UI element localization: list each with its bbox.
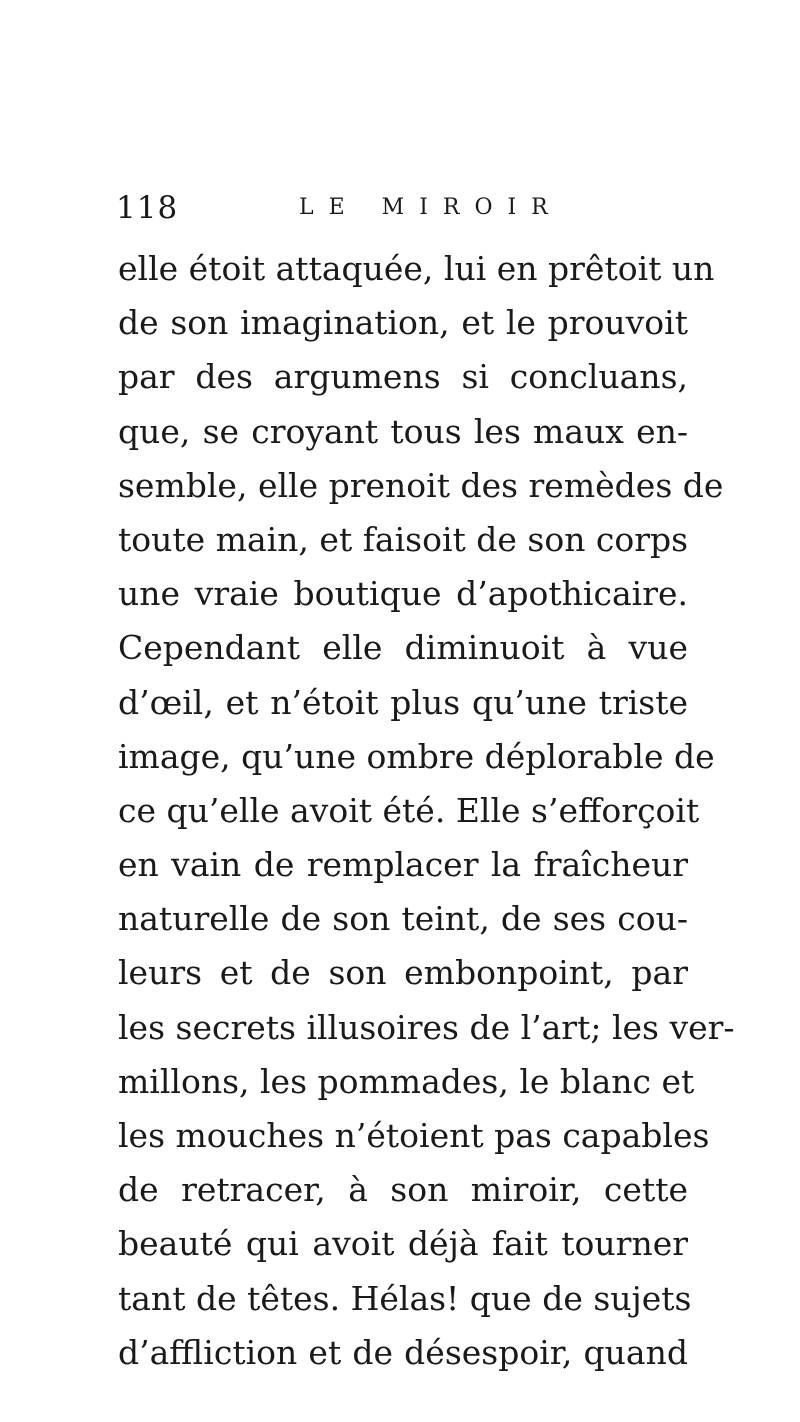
text-line: d’affliction et de désespoir, quand xyxy=(118,1332,688,1372)
text-line: semble, elle prenoit des remèdes de xyxy=(118,465,724,505)
text-line: toute main, et faisoit de son corps xyxy=(118,519,689,559)
text-line: de son imagination, et le prouvoit xyxy=(118,303,688,343)
text-line: par des argumens si concluans, xyxy=(118,357,688,397)
text-line: ce qu’elle avoit été. Elle s’efforçoit xyxy=(118,790,700,830)
text-line: les secrets illusoires de l’art; les ver- xyxy=(118,1007,735,1047)
text-line: une vraie boutique d’apothicaire. xyxy=(118,574,688,614)
running-head xyxy=(116,186,716,230)
body-text xyxy=(118,242,735,1380)
running-title: LE MIROIR xyxy=(299,195,563,220)
text-line: elle étoit attaquée, lui en prêtoit un xyxy=(118,249,715,288)
text-line: d’œil, et n’étoit plus qu’une triste xyxy=(118,682,688,722)
text-line: leurs et de son embonpoint, par xyxy=(118,953,688,993)
text-line: Cependant elle diminuoit à vue xyxy=(118,628,688,668)
text-line: naturelle de son teint, de ses cou- xyxy=(118,899,688,939)
text-line: beauté qui avoit déjà fait tourner xyxy=(118,1224,688,1264)
text-line: tant de têtes. Hélas! que de sujets xyxy=(118,1278,692,1318)
text-line: que, se croyant tous les maux en- xyxy=(118,411,688,451)
text-line: millons, les pommades, le blanc et xyxy=(118,1061,695,1101)
text-line: de retracer, à son miroir, cette xyxy=(118,1170,688,1210)
text-line: image, qu’une ombre déplorable de xyxy=(118,736,715,776)
page-number: 118 xyxy=(116,190,179,226)
text-line: les mouches n’étoient pas capables xyxy=(118,1116,710,1155)
text-line: en vain de remplacer la fraîcheur xyxy=(118,845,688,885)
